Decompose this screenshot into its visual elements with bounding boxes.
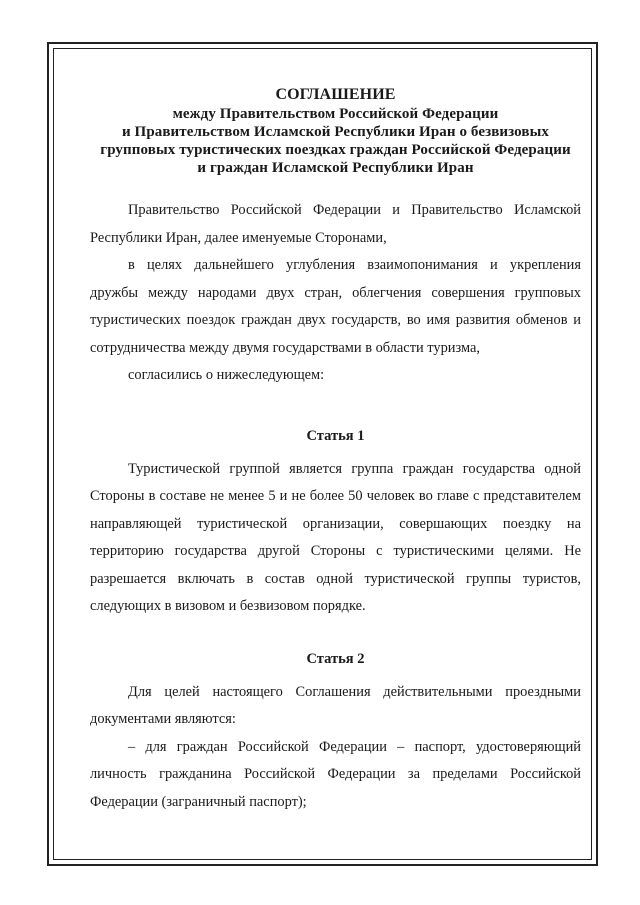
article-2-item-1: – для граждан Российской Федерации – паспорт, удостоверяющий личность гражданина Российской Федерации за пределами Российской Федерации (заграничный паспорт); [90,738,581,810]
title-line: и граждан Исламской Республики Иран [197,160,474,176]
article-2-intro: Для целей настоящего Соглашения действительными проездными документами являются: [90,683,581,727]
title-main: СОГЛАШЕНИЕ [275,86,396,103]
document-body [90,86,581,816]
preamble-paragraph-1-line-2: Республики Иран, далее именуемые Сторонами, [90,229,387,246]
title-line: групповых туристических поездках граждан Российской Федерации [100,142,571,158]
preamble-paragraph-2: в целях дальнейшего углубления взаимопонимания и укрепления дружбы между народами двух стран, облегчения совершения групповых туристических поездок граждан двух государств, во имя развития обменов и сотрудничества между двумя государствами в области туризма, [90,257,581,356]
title-line: и Правительством Исламской Республики Иран о безвизовых [121,124,550,140]
document-title [90,86,581,177]
preamble-paragraph-1-line-1: Правительство Российской Федерации и Правительство Исламской [128,202,581,218]
preamble-paragraph-3: согласились о нижеследующем: [128,367,325,383]
article-2-heading: Статья 2 [306,650,365,667]
article-1-text: Туристической группой является группа граждан государства одной Стороны в составе не менее 5 и не более 50 человек во главе с представителем направляющей туристической организации, совершающих поездку на территорию государства другой Стороны с туристическими целями. Не разрешается включать в состав одной туристической группы туристов, следующих в визовом и безвизовом порядке. [90,460,581,614]
title-line: между Правительством Российской Федерации [172,106,499,122]
article-1-heading: Статья 1 [306,427,365,444]
